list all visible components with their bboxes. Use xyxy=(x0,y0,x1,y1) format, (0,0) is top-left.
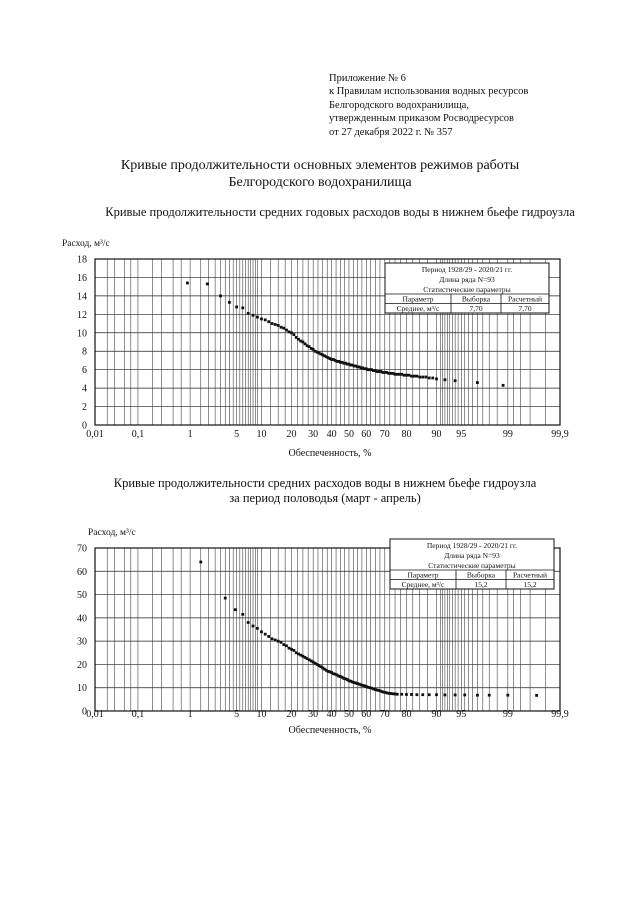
chart-1-x-tick-label: 95 xyxy=(456,429,467,440)
chart-2-data-point xyxy=(405,693,408,696)
chart-2-data-point xyxy=(421,693,424,696)
chart-1-x-tick-label: 99 xyxy=(502,429,513,440)
chart-1-legend-period: Период 1928/29 - 2020/21 гг. xyxy=(421,265,513,274)
header-line: Приложение № 6 xyxy=(329,73,406,84)
chart-2-data-point xyxy=(463,694,466,697)
chart-2-data-point xyxy=(400,693,403,696)
chart-1-legend-length: Длина ряда N=93 xyxy=(439,275,495,284)
chart-2-data-point xyxy=(224,597,227,600)
chart-2-legend-cell: 15,2 xyxy=(523,580,537,589)
chart-1-x-tick-label: 90 xyxy=(431,429,442,440)
chart-2-data-point xyxy=(396,693,399,696)
chart-1-y-tick-label: 2 xyxy=(82,402,87,414)
chart-1-legend-cell: Среднее, м³/с xyxy=(396,304,440,313)
chart-2-x-tick-label: 90 xyxy=(431,709,442,720)
chart-1-x-tick-label: 50 xyxy=(343,429,354,440)
header-line: к Правилам использования водных ресурсов xyxy=(329,86,529,98)
chart-1-legend-cell: 7,70 xyxy=(518,304,532,313)
chart-1-data-point xyxy=(421,376,424,379)
chart-1-data-point xyxy=(247,312,250,315)
chart-2-data-point xyxy=(435,693,438,696)
chart-2-legend-cell: Среднее, м³/с xyxy=(401,580,445,589)
chart-2-data-point xyxy=(535,694,538,697)
chart-1-data-point xyxy=(418,376,421,379)
chart-1-y-tick-label: 0 xyxy=(82,420,87,432)
chart-2-x-axis-label: Обеспеченность, % xyxy=(288,725,372,736)
chart-1-data-point xyxy=(435,377,438,380)
chart-1-data-point xyxy=(260,318,263,321)
header-line: утвержденным приказом Росводресурсов xyxy=(329,113,514,125)
chart-2-x-tick-label: 99 xyxy=(502,709,513,720)
chart-1-data-point xyxy=(403,374,406,377)
chart-2-y-tick-label: 20 xyxy=(77,659,87,671)
chart-2-data-point xyxy=(256,627,259,630)
chart-1-y-tick-label: 4 xyxy=(82,383,87,395)
chart-1-data-point xyxy=(235,306,238,309)
chart-2-x-tick-label: 5 xyxy=(234,709,240,720)
chart-1-data-point xyxy=(408,374,411,377)
chart-1-data-point xyxy=(264,318,267,321)
document-title-line-2: Белгородского водохранилища xyxy=(228,175,412,190)
chart-2-y-tick-label: 60 xyxy=(77,566,87,578)
chart-1-title-line: Кривые продолжительности средних годовых расходов воды в нижнем бьефе гидроузла xyxy=(105,205,575,219)
chart-2-x-tick-label: 0,1 xyxy=(131,709,145,720)
chart-2-y-tick-label: 0 xyxy=(82,706,87,718)
chart-1-legend-col-header: Выборка xyxy=(461,294,491,304)
chart-1-y-axis-label: Расход, м³/с xyxy=(62,239,110,249)
chart-1-data-point xyxy=(405,374,408,377)
chart-2-y-tick-label: 40 xyxy=(77,613,87,625)
chart-1-y-tick-label: 8 xyxy=(82,346,87,358)
chart-2-data-point xyxy=(428,693,431,696)
chart-1-data-point xyxy=(280,326,283,329)
chart-2-data-point xyxy=(247,621,250,624)
chart-2-x-tick-label: 50 xyxy=(343,709,354,720)
chart-1-legend-cell: 7,70 xyxy=(469,304,483,313)
chart-2-x-tick-label: 99,9 xyxy=(551,709,569,720)
chart-2-data-point xyxy=(260,630,263,633)
chart-2-x-tick-label: 20 xyxy=(286,709,297,720)
chart-1-data-point xyxy=(424,376,427,379)
chart-1-data-point xyxy=(476,381,479,384)
document-title-line-1: Кривые продолжительности основных элементов режимов работы xyxy=(120,158,520,173)
chart-1-data-point xyxy=(267,320,270,323)
chart-2-data-point xyxy=(267,635,270,638)
chart-2-data-point xyxy=(288,647,291,650)
chart-2-y-tick-label: 50 xyxy=(77,590,87,602)
chart-1-data-point xyxy=(228,301,231,304)
chart-1-data-point xyxy=(282,327,285,330)
chart-2-data-point xyxy=(199,561,202,564)
chart-1-legend-col-header: Расчетный xyxy=(507,294,543,304)
chart-1-data-point xyxy=(274,323,277,326)
chart-2-data-point xyxy=(234,608,237,611)
chart-1-x-tick-label: 5 xyxy=(234,429,240,440)
chart-1-x-tick-label: 99,9 xyxy=(551,429,569,440)
chart-2-x-tick-label: 70 xyxy=(379,709,390,720)
chart-1-data-point xyxy=(186,282,189,285)
chart-2-legend-col-header: Параметр xyxy=(407,570,439,580)
chart-2-data-point xyxy=(280,641,283,644)
chart-1-data-point xyxy=(206,283,209,286)
chart-1-data-point xyxy=(502,384,505,387)
chart-2-legend-col-header: Расчетный xyxy=(512,570,548,580)
chart-1-data-point xyxy=(285,329,288,332)
chart-2-data-point xyxy=(277,640,280,643)
chart-2-data-point xyxy=(290,648,293,651)
chart-1-x-tick-label: 0,01 xyxy=(86,429,104,440)
chart-2-x-tick-label: 40 xyxy=(326,709,337,720)
chart-1-x-tick-label: 60 xyxy=(361,429,372,440)
chart-2-x-tick-label: 0,01 xyxy=(86,709,104,720)
chart-1-y-tick-label: 10 xyxy=(77,328,87,340)
chart-1-data-point xyxy=(428,377,431,380)
chart-2-data-point xyxy=(264,633,267,636)
chart-2-x-tick-label: 10 xyxy=(256,709,267,720)
chart-1-data-point xyxy=(288,330,291,333)
chart-1-data-point xyxy=(431,377,434,380)
chart-1-data-point xyxy=(290,331,293,334)
chart-2-title-line-1: Кривые продолжительности средних расходов воды в нижнем бьефе гидроузла xyxy=(113,476,537,490)
chart-1-legend-stats-title: Статистические параметры xyxy=(423,285,511,294)
chart-1-data-point xyxy=(241,306,244,309)
chart-1-data-point xyxy=(277,324,280,327)
chart-2-data-point xyxy=(252,625,255,628)
chart-2-legend-stats-title: Статистические параметры xyxy=(428,561,516,570)
chart-1-x-tick-label: 1 xyxy=(187,429,193,440)
chart-2-x-tick-label: 1 xyxy=(187,709,193,720)
chart-1-x-tick-label: 80 xyxy=(401,429,412,440)
chart-1-x-tick-label: 10 xyxy=(256,429,267,440)
chart-1-y-tick-label: 14 xyxy=(77,291,87,303)
chart-1-data-point xyxy=(256,316,259,319)
chart-1-x-tick-label: 20 xyxy=(286,429,297,440)
chart-2-y-tick-label: 70 xyxy=(77,543,87,555)
chart-2-x-tick-label: 60 xyxy=(361,709,372,720)
chart-2-data-point xyxy=(285,644,288,647)
chart-1-data-point xyxy=(271,322,274,325)
chart-2-data-point xyxy=(506,694,509,697)
chart-2-y-tick-label: 10 xyxy=(77,683,87,695)
chart-2-x-tick-label: 80 xyxy=(401,709,412,720)
chart-2-data-point xyxy=(454,694,457,697)
chart-2-y-axis-label: Расход, м³/с xyxy=(88,528,136,538)
chart-1-y-tick-label: 12 xyxy=(77,309,87,321)
chart-1-data-point xyxy=(219,294,222,297)
chart-2-y-tick-label: 30 xyxy=(77,636,87,648)
chart-2-x-tick-label: 95 xyxy=(456,709,467,720)
header-line: Белгородского водохранилища, xyxy=(329,99,469,111)
chart-2-data-point xyxy=(415,693,418,696)
chart-1-x-tick-label: 40 xyxy=(326,429,337,440)
chart-1-data-point xyxy=(415,375,418,378)
chart-1-data-point xyxy=(292,333,295,336)
chart-1-data-point xyxy=(454,379,457,382)
chart-1-x-tick-label: 0,1 xyxy=(131,429,145,440)
chart-1-data-point xyxy=(444,378,447,381)
chart-1-y-tick-label: 18 xyxy=(77,254,87,266)
chart-2-x-tick-label: 30 xyxy=(308,709,319,720)
header-line: от 27 декабря 2022 г. № 357 xyxy=(329,126,453,138)
chart-2-data-point xyxy=(282,643,285,646)
chart-2-legend-length: Длина ряда N=93 xyxy=(444,551,500,560)
chart-2-title-line-2: за период половодья (март - апрель) xyxy=(229,491,421,505)
chart-2-data-point xyxy=(241,613,244,616)
chart-2-data-point xyxy=(410,693,413,696)
chart-2-data-point xyxy=(488,694,491,697)
chart-2-legend-period: Период 1928/29 - 2020/21 гг. xyxy=(426,541,518,550)
chart-2-data-point xyxy=(271,637,274,640)
chart-1-data-point xyxy=(252,314,255,317)
chart-1-x-axis-label: Обеспеченность, % xyxy=(288,448,372,459)
chart-1-data-point xyxy=(410,375,413,378)
chart-1-y-tick-label: 6 xyxy=(82,365,87,377)
chart-2-data-point xyxy=(274,639,277,642)
chart-2-legend-col-header: Выборка xyxy=(466,570,496,580)
chart-2-data-point xyxy=(476,694,479,697)
chart-1-y-tick-label: 16 xyxy=(77,272,87,284)
chart-1-x-tick-label: 70 xyxy=(379,429,390,440)
chart-2-legend-cell: 15,2 xyxy=(474,580,488,589)
chart-1-x-tick-label: 30 xyxy=(308,429,319,440)
chart-1-legend-col-header: Параметр xyxy=(402,294,434,304)
chart-2-data-point xyxy=(444,694,447,697)
chart-1-data-point xyxy=(413,375,416,378)
